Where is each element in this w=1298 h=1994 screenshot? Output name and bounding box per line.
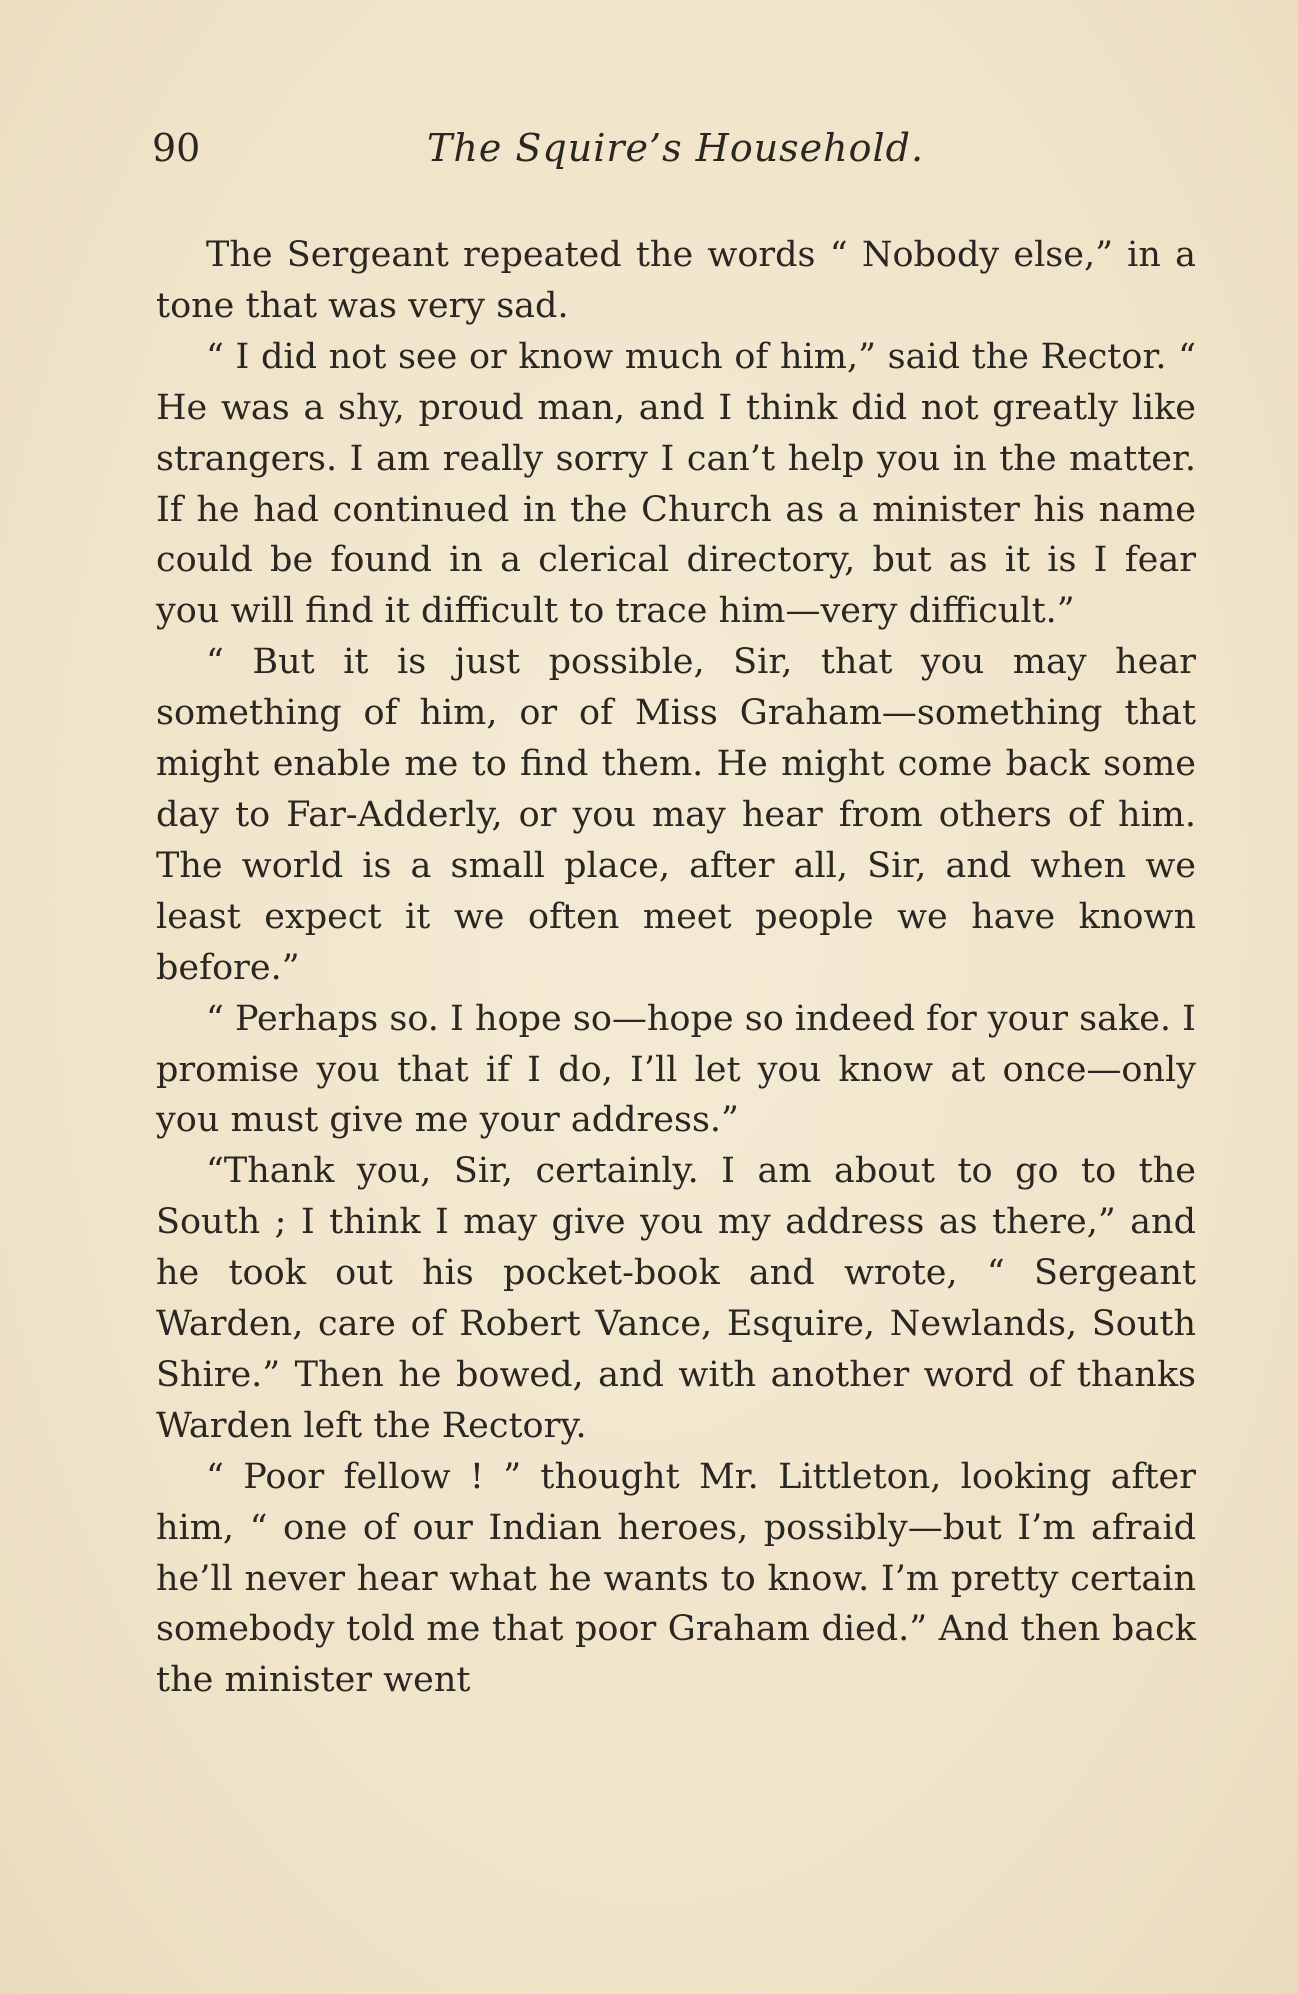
body-text <box>156 230 1196 1706</box>
paragraph: “ Perhaps so. I hope so—hope so indeed for your sake. I promise you that if I do, I’ll let you know at once—only you must give me your address.” <box>156 998 1196 1141</box>
paragraph: “ Poor fellow ! ” thought Mr. Littleton, looking after him, “ one of our Indian heroes, possibly—but I’m afraid he’ll never hear what he wants to know. I’m pretty certain somebody told me that poor Graham died.” And then back the minister went <box>156 1456 1196 1701</box>
page-header <box>152 126 942 176</box>
paragraph: “Thank you, Sir, certainly. I am about to go to the South ; I think I may give you my address as there,” and he took out his pocket-book and wrote, “ Sergeant Warden, care of Robert Vance, Esquire, Newlands, South Shire.” Then he bowed, and with another word of thanks Warden left the Rectory. <box>156 1151 1196 1446</box>
page-number: 90 <box>152 126 201 170</box>
paragraph: “ I did not see or know much of him,” said the Rector. “ He was a shy, proud man, and I think did not greatly like strangers. I am really sorry I can’t help you in the matter. If he had continued in the Church as a minister his name could be found in a clerical directory, but as it is I fear you will find it difficult to trace him—very difficult.” <box>156 336 1196 632</box>
paragraph: “ But it is just possible, Sir, that you may hear something of him, or of Miss Graham—something that might enable me to find them. He might come back some day to Far-Adderly, or you may hear from others of him. The world is a small place, after all, Sir, and when we least expect it we often meet people we have known before.” <box>156 642 1196 988</box>
running-title: The Squire’s Household. <box>427 126 925 170</box>
paragraph: The Sergeant repeated the words “ Nobody else,” in a tone that was very sad. <box>156 235 1196 326</box>
